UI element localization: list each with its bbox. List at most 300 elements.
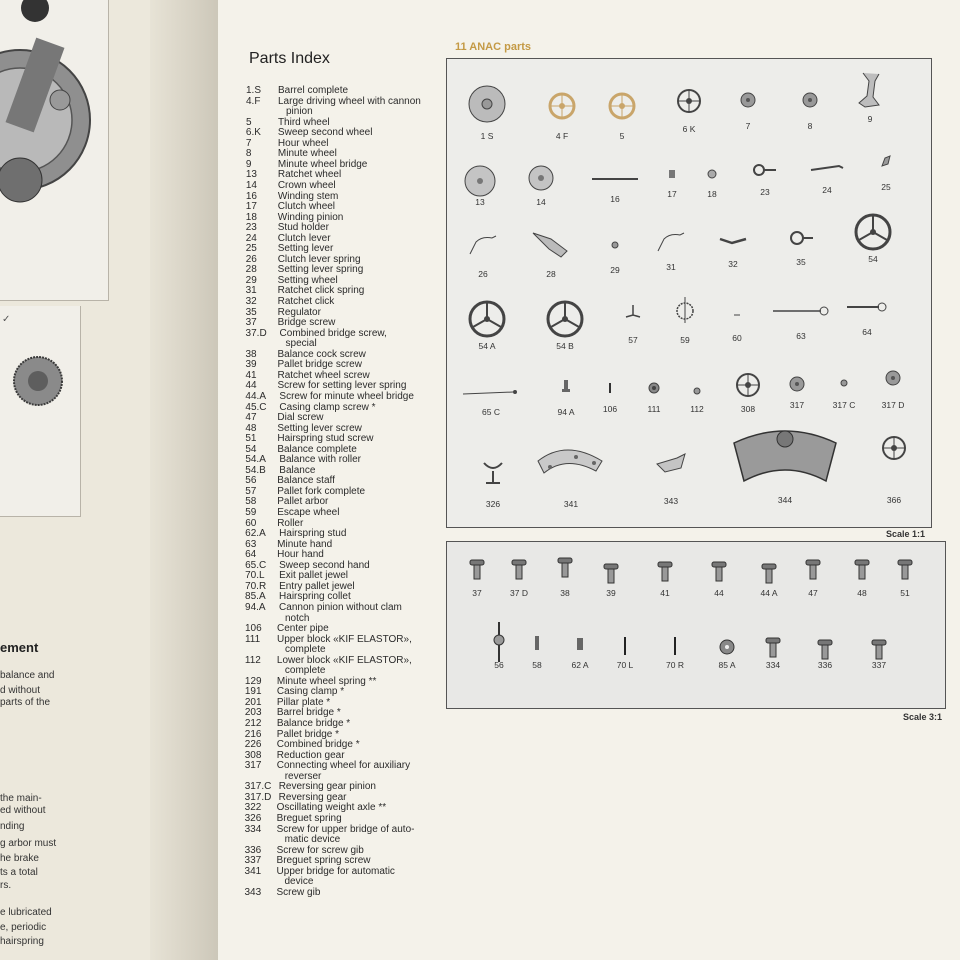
part-label: 54 A	[478, 341, 496, 351]
index-number	[246, 107, 270, 117]
index-number: 57	[245, 485, 257, 497]
part-label: 35	[796, 257, 806, 267]
index-label: Setting lever	[277, 243, 334, 255]
index-label: Screw gib	[276, 886, 321, 898]
index-row	[245, 645, 326, 655]
index-row	[246, 118, 330, 128]
index-row	[245, 381, 406, 391]
left-text-fragment: ts a total	[0, 867, 38, 878]
index-row	[246, 297, 335, 307]
index-number: 317	[244, 760, 262, 772]
index-label: Regulator	[277, 306, 321, 318]
index-row	[246, 318, 336, 328]
section-title: 11 ANAC parts	[455, 41, 532, 53]
index-row	[245, 550, 324, 560]
index-row	[245, 424, 361, 434]
index-label: Escape wheel	[277, 507, 340, 518]
part-drawing-oscillating-weight-icon	[730, 429, 840, 494]
index-label: Setting wheel	[277, 274, 338, 286]
part-drawing-winding-stem-icon	[590, 171, 640, 189]
left-text-fragment: g arbor must	[0, 838, 57, 849]
parts-panel-scale-3	[446, 541, 946, 709]
index-number: 29	[245, 274, 257, 286]
index-number: 60	[245, 517, 257, 529]
index-row	[245, 445, 357, 455]
index-number	[245, 645, 269, 655]
index-label: Pallet fork complete	[277, 485, 366, 497]
part-label: 16	[610, 194, 620, 204]
index-row	[246, 329, 387, 339]
index-label: Upper block «KIF ELASTOR»,	[276, 633, 412, 645]
index-number: 111	[244, 633, 261, 645]
index-number: 24	[245, 232, 257, 244]
index-row	[246, 255, 361, 265]
index-row	[245, 592, 351, 602]
part-drawing-cannon-pinion-icon	[561, 379, 571, 398]
index-row	[245, 371, 369, 381]
index-label: Hairspring stud	[279, 528, 347, 540]
index-row	[246, 149, 337, 159]
index-row	[245, 877, 314, 887]
part-drawing-small-wheel-icon	[788, 375, 806, 398]
index-label: Balance complete	[277, 443, 357, 455]
index-number: 59	[245, 507, 257, 518]
part-drawing-brass-wheel-icon	[547, 91, 577, 126]
index-number	[245, 666, 269, 676]
index-label: Clutch lever	[277, 232, 331, 244]
index-row	[245, 582, 355, 592]
index-number: 28	[245, 264, 257, 276]
part-drawing-screw-icon	[896, 558, 914, 587]
index-label: Reduction gear	[276, 749, 345, 761]
index-number: 54.B	[245, 464, 266, 476]
part-drawing-stud-holder-icon	[752, 163, 778, 182]
index-label: Minute wheel bridge	[277, 158, 368, 170]
part-drawing-screw-gib-icon	[655, 452, 687, 479]
part-label: 18	[707, 189, 717, 199]
part-drawing-escape-wheel-icon	[674, 297, 696, 328]
index-row	[245, 782, 376, 792]
index-label: Balance with roller	[279, 454, 362, 466]
part-drawing-barrel-wheel-icon	[467, 84, 507, 129]
index-label: Hairspring stud screw	[277, 433, 374, 445]
index-label: Setting lever spring	[277, 264, 364, 276]
left-text-fragment: ed without	[0, 805, 46, 816]
index-row	[245, 455, 361, 465]
index-number: 51	[245, 433, 257, 445]
part-drawing-stud-icon	[575, 636, 585, 659]
index-row	[246, 86, 348, 96]
index-label: Connecting wheel for auxiliary	[276, 760, 411, 772]
index-label: Balance cock screw	[277, 348, 366, 360]
index-number	[245, 772, 269, 782]
index-row	[245, 603, 402, 613]
part-label: 308	[740, 404, 756, 414]
part-label: 343	[663, 496, 679, 506]
index-number: 326	[244, 812, 262, 824]
index-label: Ratchet wheel screw	[277, 369, 370, 381]
parts-panel-scale-1	[446, 58, 932, 528]
index-row	[245, 519, 303, 529]
part-drawing-spring-wire-icon	[468, 234, 498, 261]
index-label: Barrel bridge *	[276, 707, 341, 719]
index-row	[245, 413, 323, 423]
index-label: Lower block «KIF ELASTOR»,	[276, 654, 412, 666]
index-row	[245, 730, 339, 740]
index-number	[246, 339, 270, 349]
page-title: Parts Index	[249, 50, 330, 67]
index-number	[245, 835, 269, 845]
index-label: Sweep second hand	[279, 559, 370, 571]
index-row	[245, 561, 370, 571]
part-label: 23	[760, 187, 770, 197]
index-number: 18	[245, 211, 257, 223]
part-label: 366	[886, 495, 902, 505]
index-number: 37.D	[245, 327, 267, 339]
index-label: Dial screw	[277, 412, 324, 424]
part-label: 38	[560, 588, 570, 598]
index-row	[246, 265, 364, 275]
index-row	[246, 350, 366, 360]
index-row	[246, 276, 338, 286]
index-label: Bridge screw	[277, 317, 336, 329]
index-row	[246, 107, 313, 117]
part-label: 54 B	[556, 341, 574, 351]
part-drawing-pinion-icon	[706, 167, 718, 185]
scale-label-1: Scale 1:1	[886, 529, 926, 539]
index-label: Ratchet click	[277, 296, 335, 307]
index-row	[245, 761, 410, 771]
index-number: 13	[245, 169, 257, 181]
part-label: 57	[628, 335, 638, 345]
index-number: 58	[245, 496, 257, 508]
part-label: 62 A	[571, 660, 589, 670]
index-row	[245, 793, 347, 803]
index-number: 14	[245, 179, 257, 191]
index-label: Entry pallet jewel	[279, 580, 355, 592]
index-number: 38	[245, 348, 257, 360]
index-number: 322	[244, 802, 262, 814]
part-label: 85 A	[718, 660, 736, 670]
index-row	[245, 466, 315, 476]
index-number: 129	[244, 675, 262, 687]
index-label: special	[285, 338, 317, 350]
index-number: 9	[245, 158, 252, 170]
index-label: Breguet spring	[276, 812, 342, 824]
index-row	[246, 213, 344, 223]
part-drawing-lever-small-icon	[879, 154, 893, 173]
index-row	[246, 308, 321, 318]
part-label: 14	[536, 197, 546, 207]
part-drawing-hour-hand-icon	[845, 299, 889, 317]
index-number: 191	[244, 686, 262, 698]
part-label: 7	[745, 121, 751, 131]
index-number: 25	[245, 243, 257, 255]
index-label: Screw for upper bridge of auto-	[276, 823, 415, 835]
index-row	[245, 846, 364, 856]
index-number: 41	[245, 369, 257, 381]
index-row	[245, 360, 361, 370]
index-number: 216	[244, 728, 262, 740]
wheel-illustration-icon	[0, 306, 80, 516]
index-label: Pallet arbor	[277, 496, 329, 508]
index-row	[245, 403, 375, 413]
part-label: 56	[494, 660, 504, 670]
index-number: 47	[245, 412, 257, 424]
part-label: 60	[732, 333, 742, 343]
part-drawing-breguet-spring-icon	[480, 459, 506, 490]
index-number: 317.D	[244, 791, 272, 803]
part-label: 1 S	[480, 131, 494, 141]
part-label: 65 C	[482, 407, 500, 417]
index-label: Barrel complete	[278, 85, 349, 96]
part-label: 32	[728, 259, 738, 269]
index-row	[245, 656, 412, 666]
index-row	[245, 677, 377, 687]
part-drawing-collet-icon	[718, 638, 736, 661]
part-label: 326	[485, 499, 501, 509]
index-row	[245, 740, 360, 750]
index-label: complete	[284, 665, 326, 677]
part-label: 29	[610, 265, 620, 275]
index-number: 226	[244, 739, 262, 751]
index-number: 44	[245, 380, 257, 392]
index-number: 62.A	[245, 528, 266, 540]
index-label: Stud holder	[277, 222, 329, 234]
left-text-fragment: the main-	[0, 793, 42, 804]
index-row	[245, 666, 326, 676]
index-row	[245, 687, 344, 697]
index-number: 203	[244, 707, 262, 719]
part-label: 54	[868, 254, 878, 264]
index-label: Casing clamp screw *	[279, 401, 376, 413]
index-number: 201	[244, 696, 262, 708]
index-label: Center pipe	[276, 623, 329, 635]
index-row	[245, 508, 339, 518]
index-number: 341	[244, 865, 262, 877]
part-drawing-screw-icon	[853, 558, 871, 587]
index-label: Reversing gear	[278, 791, 347, 803]
index-row	[246, 160, 368, 170]
index-label: reverser	[284, 770, 322, 782]
part-label: 5	[619, 131, 625, 141]
index-number: 54.A	[245, 454, 266, 466]
index-label: device	[284, 876, 314, 888]
index-row	[245, 635, 412, 645]
part-drawing-screw-icon	[468, 558, 486, 587]
index-row	[245, 529, 346, 539]
index-label: Hairspring collet	[279, 591, 351, 603]
svg-text:✓: ✓	[2, 314, 11, 325]
part-label: 106	[602, 404, 618, 414]
index-row	[245, 856, 371, 866]
index-row	[245, 434, 373, 444]
index-number: 6.K	[245, 127, 261, 139]
index-row	[246, 202, 335, 212]
index-number: 39	[245, 359, 257, 371]
part-drawing-clutch-wheel-icon	[667, 167, 677, 185]
index-row	[245, 571, 348, 581]
part-drawing-block-icon	[647, 381, 661, 400]
index-label: Setting lever screw	[277, 422, 362, 434]
index-number: 45.C	[245, 401, 267, 413]
part-label: 8	[807, 121, 813, 131]
part-label: 317 D	[881, 400, 905, 410]
index-number: 70.L	[245, 570, 265, 582]
index-row	[245, 825, 415, 835]
index-number: 64	[245, 549, 257, 561]
book-gutter	[150, 0, 225, 960]
index-row	[245, 803, 387, 813]
part-drawing-second-hand-icon	[461, 385, 521, 403]
part-label: 58	[532, 660, 542, 670]
index-label: Upper bridge for automatic	[276, 865, 395, 877]
part-drawing-jewel-icon	[622, 636, 628, 661]
index-label: Breguet spring screw	[276, 855, 371, 867]
index-number: 17	[245, 201, 257, 213]
part-label: 26	[478, 269, 488, 279]
index-row	[244, 888, 320, 898]
index-number: 112	[244, 654, 261, 666]
part-drawing-brass-wheel-icon	[607, 91, 637, 126]
part-label: 4 F	[555, 131, 569, 141]
index-row	[246, 97, 421, 107]
part-drawing-spring-wire-icon	[656, 231, 686, 258]
index-label: Balance staff	[277, 475, 335, 487]
part-label: 48	[857, 588, 867, 598]
index-number: 32	[245, 296, 257, 307]
index-row	[246, 244, 334, 254]
part-label: 31	[666, 262, 676, 272]
index-number: 48	[245, 422, 257, 434]
part-drawing-spoked-wheel-icon	[675, 87, 703, 120]
index-label: Hour wheel	[277, 137, 329, 149]
index-label: Oscillating weight axle **	[276, 802, 387, 814]
part-label: 9	[867, 114, 873, 124]
left-text-fragment: e lubricated	[0, 907, 52, 918]
index-label: Winding pinion	[277, 211, 344, 223]
index-number: 7	[245, 137, 252, 149]
part-label: 44 A	[760, 588, 778, 598]
index-label: Exit pallet jewel	[279, 570, 349, 582]
index-row	[246, 181, 336, 191]
index-number: 56	[245, 475, 257, 487]
part-label: 47	[808, 588, 818, 598]
index-label: Screw for minute wheel bridge	[279, 390, 414, 402]
left-text-fragment: balance and	[0, 670, 55, 681]
index-label: Cannon pinion without clam	[279, 601, 402, 613]
part-drawing-lever-icon	[809, 161, 845, 179]
index-number: 31	[245, 285, 257, 297]
index-number: 337	[244, 855, 262, 867]
index-row	[245, 698, 330, 708]
part-drawing-upper-bridge-icon	[536, 443, 606, 488]
index-label: Minute wheel spring **	[276, 675, 377, 687]
part-label: 59	[680, 335, 690, 345]
part-label: 337	[871, 660, 887, 670]
part-label: 37	[472, 588, 482, 598]
index-label: Screw for setting lever spring	[277, 380, 407, 392]
part-drawing-dot-icon	[610, 237, 620, 255]
index-number: 26	[245, 253, 257, 265]
index-label: Sweep second wheel	[277, 127, 373, 139]
index-label: Casing clamp *	[276, 686, 345, 698]
index-row	[245, 708, 341, 718]
index-number: 35	[245, 306, 257, 318]
part-label: 63	[796, 331, 806, 341]
index-row	[246, 286, 365, 296]
part-drawing-small-wheel-icon	[884, 369, 902, 392]
part-label: 94 A	[557, 407, 575, 417]
left-text-fragment: e, periodic	[0, 922, 47, 933]
left-text-fragment: nding	[0, 821, 25, 832]
part-label: 6 K	[682, 124, 696, 134]
part-drawing-small-wheel-icon	[739, 91, 757, 114]
part-label: 41	[660, 588, 670, 598]
movement-illustration-icon	[0, 0, 108, 300]
part-label: 25	[881, 182, 891, 192]
part-label: 70 R	[666, 660, 684, 670]
index-label: pinion	[285, 106, 313, 118]
index-number: 85.A	[245, 591, 266, 603]
index-row	[246, 223, 329, 233]
part-label: 111	[647, 404, 661, 414]
index-number: 334	[244, 823, 262, 835]
movement-photo	[0, 0, 109, 301]
part-drawing-screw-icon	[760, 562, 778, 591]
index-label: Balance bridge *	[276, 718, 351, 729]
part-drawing-bridge-icon	[855, 71, 885, 116]
index-row	[246, 128, 373, 138]
index-number: 212	[244, 718, 262, 729]
index-label: Large driving wheel with cannon	[277, 95, 421, 107]
part-drawing-pallet-fork-icon	[623, 303, 643, 326]
index-number: 63	[245, 538, 257, 550]
part-label: 334	[765, 660, 781, 670]
index-row	[245, 835, 341, 845]
scale-label-3: Scale 3:1	[903, 712, 943, 722]
index-number: 44.A	[245, 390, 266, 402]
part-drawing-roller-icon	[732, 305, 742, 323]
index-row	[245, 624, 329, 634]
index-number: 54	[245, 443, 257, 455]
left-text-fragment: he brake	[0, 853, 39, 864]
part-drawing-screw-icon	[710, 560, 728, 589]
part-drawing-arbor-icon	[533, 634, 541, 657]
index-row	[246, 139, 329, 149]
index-row	[246, 234, 331, 244]
part-label: 39	[606, 588, 616, 598]
index-number: 65.C	[245, 559, 267, 571]
index-label: Pallet bridge *	[276, 728, 340, 740]
index-label: Screw for screw gib	[276, 844, 364, 856]
index-label: Ratchet click spring	[277, 285, 365, 297]
part-label: 51	[900, 588, 910, 598]
index-label: Balance	[279, 464, 316, 476]
part-drawing-screw-icon	[656, 560, 674, 589]
index-number: 106	[244, 623, 262, 635]
index-number: 343	[244, 886, 262, 898]
index-number: 94.A	[245, 601, 266, 613]
index-row	[245, 814, 342, 824]
part-label: 44	[714, 588, 724, 598]
part-drawing-balance-icon	[853, 212, 893, 257]
index-row	[245, 487, 365, 497]
index-number: 70.R	[245, 580, 267, 592]
index-label: Winding stem	[277, 190, 339, 202]
index-row	[245, 476, 335, 486]
index-row	[245, 719, 350, 729]
